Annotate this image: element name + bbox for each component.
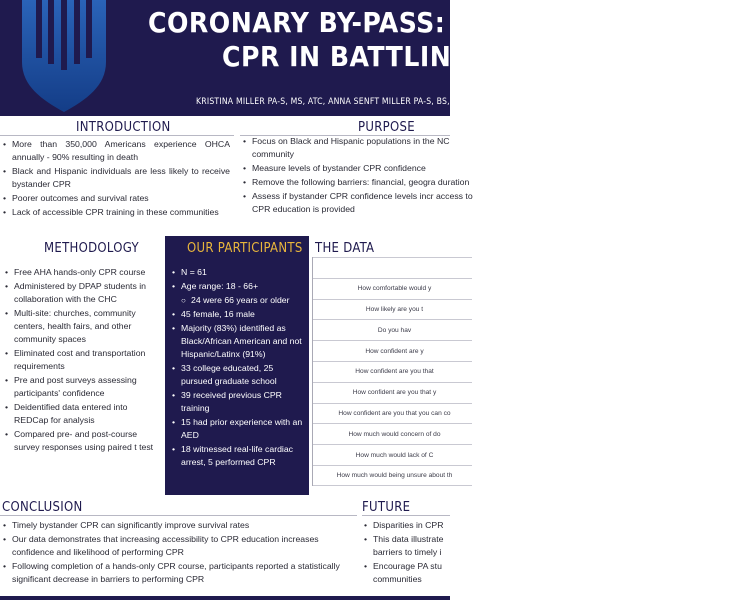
list-item: • Our data demonstrates that increasing accessibility to CPR education increases confidence and likelihood of performing CPR <box>2 533 354 559</box>
table-row: How much would being unsure about th <box>313 465 472 486</box>
list-item: • 15 had prior experience with an AED <box>171 416 307 442</box>
list-item: • This data illustrate barriers to timely i <box>363 533 450 559</box>
list-item: • Compared pre- and post-course survey responses using paired t test <box>4 428 161 454</box>
conclusion-heading: CONCLUSION <box>2 500 83 515</box>
list-item: • Free AHA hands-only CPR course <box>4 266 161 279</box>
methodology-panel <box>0 236 163 493</box>
methodology-list <box>4 266 161 455</box>
conclusion-list <box>2 519 354 587</box>
list-item: • Lack of accessible CPR training in these communities <box>2 206 230 219</box>
table-row: How much would concern of do <box>313 423 472 444</box>
list-item: • Majority (83%) identified as Black/African American and not Hispanic/Latinx (91%) <box>171 322 307 361</box>
purpose-list <box>242 135 492 217</box>
list-item: • Black and Hispanic individuals are less likely to receive bystander CPR <box>2 165 230 191</box>
table-row: How likely are you t <box>313 299 472 320</box>
list-item: • Age range: 18 - 66+ <box>171 280 307 293</box>
list-item: • Following completion of a hands-only CPR course, participants reported a statistically significant decrease in barriers to performing CPR <box>2 560 354 586</box>
list-item: • N = 61 <box>171 266 307 279</box>
list-item: • 39 received previous CPR training <box>171 389 307 415</box>
list-subitem: ○ 24 were 66 years or older <box>171 294 307 307</box>
list-item: • Deidentified data entered into REDCap for analysis <box>4 401 161 427</box>
table-row: How confident are you that you can co <box>313 403 472 424</box>
methodology-heading: METHODOLOGY <box>44 241 139 256</box>
list-item: • Administered by DPAP students in collaboration with the CHC <box>4 280 161 306</box>
header-banner <box>0 0 522 116</box>
purpose-heading: PURPOSE <box>358 120 415 135</box>
table-row: How confident are you that <box>313 361 472 382</box>
table-row <box>313 257 472 278</box>
data-table <box>312 257 472 486</box>
list-item: • Pre and post surveys assessing participants' confidence <box>4 374 161 400</box>
list-item: • Measure levels of bystander CPR confidence <box>242 162 492 175</box>
author-line: KRISTINA MILLER PA-S, MS, ATC, ANNA SENFT MILLER PA-S, BS, HEAT <box>196 97 474 107</box>
title-line-1: CORONARY BY-PASS: THE <box>148 6 512 39</box>
participants-heading: OUR PARTICIPANTS <box>187 241 303 256</box>
list-item: • Disparities in CPR <box>363 519 450 532</box>
university-shield-logo <box>22 0 106 112</box>
table-row: How confident are you that y <box>313 382 472 403</box>
list-item: • Encourage PA stu communities <box>363 560 450 586</box>
participants-list <box>171 266 307 470</box>
participants-panel <box>165 236 309 495</box>
table-row: How comfortable would y <box>313 278 472 299</box>
introduction-heading: INTRODUCTION <box>76 120 171 135</box>
list-item: • 18 witnessed real-life cardiac arrest, 5 performed CPR <box>171 443 307 469</box>
poster-title <box>148 6 748 74</box>
future-list <box>363 519 450 587</box>
future-heading: FUTURE <box>362 500 411 515</box>
list-item: • Assess if bystander CPR confidence levels incr access to CPR education is provided <box>242 190 492 216</box>
list-item: • Remove the following barriers: financial, geogra duration <box>242 176 492 189</box>
conclusion-divider <box>0 515 357 516</box>
list-item: • Timely bystander CPR can significantly improve survival rates <box>2 519 354 532</box>
list-item: • 45 female, 16 male <box>171 308 307 321</box>
introduction-divider <box>0 135 234 136</box>
list-item: • 33 college educated, 25 pursued graduate school <box>171 362 307 388</box>
future-divider <box>362 515 450 516</box>
footer-bar <box>0 596 450 600</box>
table-row: How much would lack of C <box>313 444 472 465</box>
list-item: • Eliminated cost and transportation requirements <box>4 347 161 373</box>
table-row: How confident are y <box>313 340 472 361</box>
list-item: • Poorer outcomes and survival rates <box>2 192 230 205</box>
table-row: Do you hav <box>313 319 472 340</box>
list-item: • More than 350,000 Americans experience OHCA annually - 90% resulting in death <box>2 138 230 164</box>
list-item: • Multi-site: churches, community centers, health fairs, and other community spaces <box>4 307 161 346</box>
introduction-list <box>2 138 230 220</box>
list-item: • Focus on Black and Hispanic populations in the NC community <box>242 135 492 161</box>
data-heading: THE DATA <box>315 241 375 256</box>
title-line-2: CPR IN BATTLING HE <box>222 40 522 73</box>
